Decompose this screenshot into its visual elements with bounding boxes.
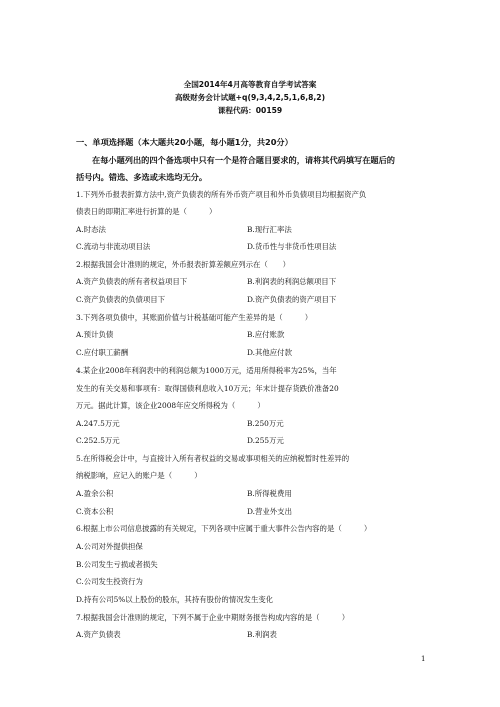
question-4-line-2: 发生的有关交易和事项有：取得国债利息收入10万元；年末计提存货跌价准备20 — [76, 384, 339, 393]
page-number: 1 — [421, 655, 426, 663]
question-6-option-c: C.公司发生投资行为 — [76, 577, 143, 586]
course-code: 课程代码：00159 — [217, 106, 283, 115]
question-6-option-a: A.公司对外提供担保 — [76, 542, 143, 551]
question-2-option-b: B.利润表的利润总额项目下 — [247, 277, 337, 286]
question-1-option-b: B.现行汇率法 — [247, 225, 292, 234]
question-4-line-3: 万元。据此计算，该企业2008年应交所得税为（ ） — [76, 401, 265, 410]
question-3-option-a: A.预计负债 — [76, 330, 114, 339]
section-heading: 一、单项选择题（本大题共20小题，每小题1分，共20分） — [76, 137, 293, 147]
question-6-option-b: B.公司发生亏损或者损失 — [76, 560, 158, 569]
question-1-line-2: 债表日的即期汇率进行折算的是（ ） — [76, 207, 217, 216]
question-5-option-c: C.资本公积 — [76, 507, 114, 516]
question-3-option-c: C.应付职工薪酬 — [76, 348, 129, 357]
question-3-line-1: 3.下列各项负债中，其账面价值与计税基础可能产生差异的是（ ） — [76, 313, 313, 322]
question-6-option-d: D.持有公司5%以上股份的股东，其持有股份的情况发生变化 — [76, 595, 274, 604]
question-7-option-b: B.利润表 — [247, 630, 277, 639]
question-1-option-d: D.货币性与非货币性项目法 — [247, 242, 337, 251]
question-3-option-b: B.应付账款 — [247, 330, 285, 339]
question-1-option-a: A.时态法 — [76, 225, 106, 234]
question-2-option-d: D.资产负债表的资产项目下 — [247, 295, 337, 304]
question-5-option-a: A.盈余公积 — [76, 489, 114, 498]
question-5-line-2: 纳税影响，应记入的账户是（ ） — [76, 471, 202, 480]
question-7-option-a: A.资产负债表 — [76, 630, 121, 639]
question-2-line-1: 2.根据我国会计准则的规定，外币报表折算差额应列示在（ ） — [76, 260, 290, 269]
question-2-option-c: C.资产负债表的负债项目下 — [76, 295, 166, 304]
question-3-option-d: D.其他应付款 — [247, 348, 292, 357]
exam-subtitle: 高级财务会计试题+q(9,3,4,2,5,1,6,8,2) — [174, 93, 326, 102]
question-5-line-1: 5.在所得税会计中，与直接计入所有者权益的交易或事项相关的应纳税暂时性差异的 — [76, 454, 350, 463]
question-4-option-b: B.250万元 — [247, 419, 284, 428]
question-4-option-a: A.247.5万元 — [76, 419, 120, 428]
question-5-option-b: B.所得税费用 — [247, 489, 292, 498]
question-4-option-d: D.255万元 — [247, 436, 284, 445]
question-2-option-a: A.资产负债表的所有者权益项目下 — [76, 277, 188, 286]
instruction-line-1: 在每小题列出的四个备选项中只有一个是符合题目要求的，请将其代码填写在题后的 — [92, 155, 395, 165]
question-4-line-1: 4.某企业2008年利润表中的利润总额为1000万元，适用所得税率为25%，当年 — [76, 366, 337, 375]
question-5-option-d: D.营业外支出 — [247, 507, 292, 516]
instruction-line-2: 括号内。错选、多选或未选均无分。 — [76, 172, 208, 182]
question-1-line-1: 1.下列外币报表折算方法中,资产负债表的所有外币资产项目和外币负债项目均根据资产负 — [76, 190, 367, 199]
question-1-option-c: C.流动与非流动项目法 — [76, 242, 151, 251]
exam-title: 全国2014年4月高等教育自学考试答案 — [183, 80, 317, 89]
question-4-option-c: C.252.5万元 — [76, 436, 120, 445]
question-7-line-1: 7.根据我国会计准则的规定，下列不属于企业中期财务报告构成内容的是（ ） — [76, 613, 350, 622]
question-6-line-1: 6.根据上市公司信息披露的有关规定，下列各项中应属于重大事件公告内容的是（ ） — [76, 524, 372, 533]
